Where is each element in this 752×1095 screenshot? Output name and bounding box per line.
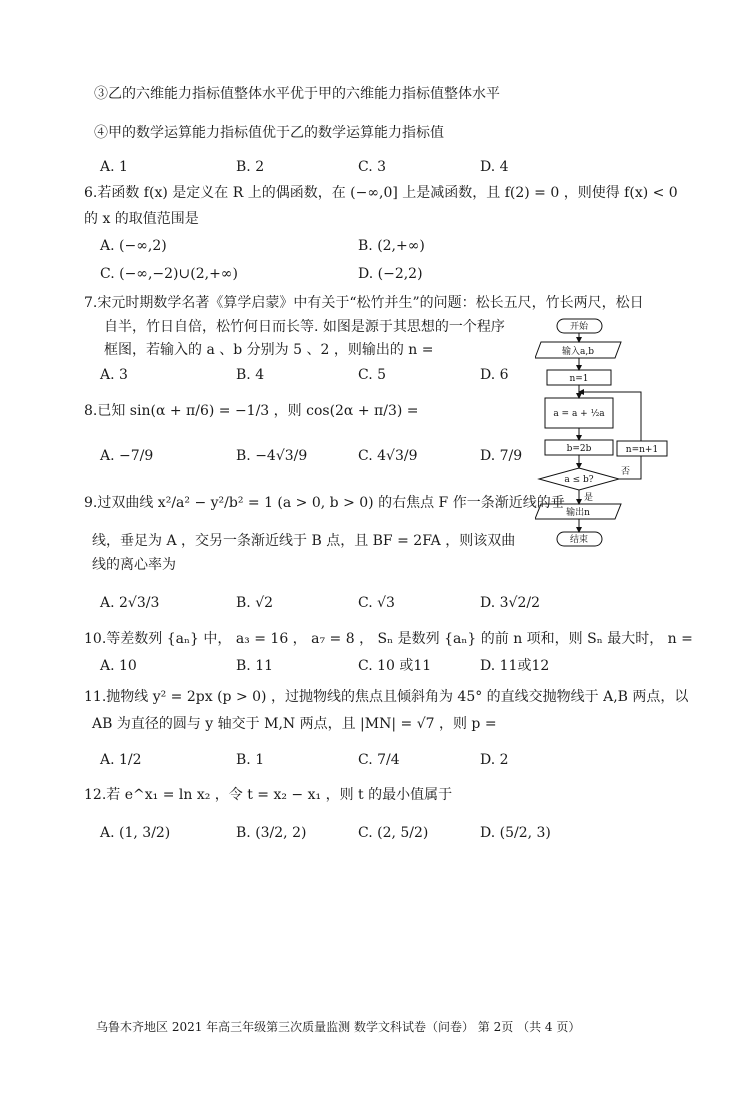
q9-option-c: C. √3 bbox=[358, 595, 395, 611]
q7-stem-line2: 自半，竹日自倍，松竹何日而长等. 如图是源于其思想的一个程序 bbox=[104, 319, 505, 335]
q7-option-b: B. 4 bbox=[236, 367, 265, 383]
q9-stem-line2: 线，垂足为 A ，交另一条渐近线于 B 点，且 BF = 2FA ，则该双曲 bbox=[92, 533, 516, 549]
flowchart-init-label: n=1 bbox=[569, 374, 589, 384]
q12-option-c: C. (2, 5/2) bbox=[358, 825, 429, 841]
q9-stem-line1: 9.过双曲线 x²/a² − y²/b² = 1 (a > 0, b > 0) 的右焦点 F 作一条渐近线的垂 bbox=[84, 495, 565, 511]
q5-option-c: C. 3 bbox=[358, 159, 387, 175]
q7-stem-line3: 框图，若输入的 a 、b 分别为 5 、2 ，则输出的 n = bbox=[104, 342, 434, 358]
q7-option-d: D. 6 bbox=[480, 367, 509, 383]
q6-option-d: D. (−2,2) bbox=[358, 266, 423, 282]
program-flowchart bbox=[535, 316, 675, 552]
q5-statement-3: ③乙的六维能力指标值整体水平优于甲的六维能力指标值整体水平 bbox=[94, 86, 500, 102]
page-footer: 乌鲁木齐地区 2021 年高三年级第三次质量监测 数学文科试卷（问卷） 第 2页 （共 4 页） bbox=[96, 1020, 581, 1034]
q8-option-a: A. −7/9 bbox=[100, 448, 154, 464]
q5-option-b: B. 2 bbox=[236, 159, 265, 175]
q5-option-d: D. 4 bbox=[480, 159, 509, 175]
q8-option-d: D. 7/9 bbox=[480, 448, 523, 464]
q10-option-c: C. 10 或11 bbox=[358, 658, 432, 674]
flowchart-start-label: 开始 bbox=[569, 322, 589, 332]
flowchart-end-label: 结束 bbox=[569, 535, 589, 545]
q12-option-d: D. (5/2, 3) bbox=[480, 825, 551, 841]
q10-option-a: A. 10 bbox=[100, 658, 137, 674]
q7-option-c: C. 5 bbox=[358, 367, 387, 383]
flowchart-increment-label: n=n+1 bbox=[625, 445, 659, 455]
q12-option-a: A. (1, 3/2) bbox=[100, 825, 171, 841]
flowchart-input-label: 输入a,b bbox=[562, 347, 594, 357]
q8-option-c: C. 4√3/9 bbox=[358, 448, 418, 464]
q8-stem: 8.已知 sin(α + π/6) = −1/3 ，则 cos(2α + π/3) = bbox=[84, 403, 419, 419]
q11-option-d: D. 2 bbox=[480, 752, 509, 768]
q11-option-c: C. 7/4 bbox=[358, 752, 400, 768]
q12-option-b: B. (3/2, 2) bbox=[236, 825, 307, 841]
flowchart-output-label: 输出n bbox=[566, 508, 590, 518]
q5-option-a: A. 1 bbox=[100, 159, 128, 175]
q7-option-a: A. 3 bbox=[100, 367, 128, 383]
q8-option-b: B. −4√3/9 bbox=[236, 448, 308, 464]
flowchart-update-b-label: b=2b bbox=[566, 444, 592, 454]
q11-stem-line1: 11.抛物线 y² = 2px (p > 0) ，过抛物线的焦点且倾斜角为 45° 的直线交抛物线于 A,B 两点，以 bbox=[84, 689, 689, 705]
q9-option-d: D. 3√2/2 bbox=[480, 595, 540, 611]
q11-option-a: A. 1/2 bbox=[100, 752, 142, 768]
q10-option-d: D. 11或12 bbox=[480, 658, 550, 674]
q12-stem: 12.若 e^x₁ = ln x₂ ，令 t = x₂ − x₁ ，则 t 的最小值属于 bbox=[84, 787, 453, 803]
q6-option-b: B. (2,+∞) bbox=[358, 238, 425, 254]
flowchart-yes-label: 是 bbox=[584, 493, 594, 503]
q9-option-b: B. √2 bbox=[236, 595, 274, 611]
q6-stem-line1: 6.若函数 f(x) 是定义在 R 上的偶函数，在 (−∞,0] 上是减函数，且 f(2) = 0 ，则使得 f(x) < 0 bbox=[84, 185, 678, 201]
q11-option-b: B. 1 bbox=[236, 752, 265, 768]
q10-option-b: B. 11 bbox=[236, 658, 274, 674]
q9-stem-line3: 线的离心率为 bbox=[92, 557, 176, 573]
q6-stem-line2: 的 x 的取值范围是 bbox=[84, 211, 199, 227]
q10-stem: 10.等差数列 {aₙ} 中， a₃ = 16 ， a₇ = 8 ， Sₙ 是数列 {aₙ} 的前 n 项和，则 Sₙ 最大时， n = bbox=[84, 631, 693, 647]
flowchart-decision-label: a ≤ b? bbox=[564, 475, 594, 485]
q7-stem-line1: 7.宋元时期数学名著《算学启蒙》中有关于“松竹并生”的问题：松长五尺，竹长两尺，松日 bbox=[84, 295, 644, 311]
q6-option-a: A. (−∞,2) bbox=[100, 238, 167, 254]
q11-stem-line2: AB 为直径的圆与 y 轴交于 M,N 两点，且 |MN| = √7 ，则 p = bbox=[92, 716, 497, 732]
q6-option-c: C. (−∞,−2)∪(2,+∞) bbox=[100, 266, 238, 282]
q5-statement-4: ④甲的数学运算能力指标值优于乙的数学运算能力指标值 bbox=[94, 125, 444, 141]
q9-option-a: A. 2√3/3 bbox=[100, 595, 160, 611]
flowchart-update-a-label: a = a + ½a bbox=[553, 409, 605, 419]
flowchart-no-label: 否 bbox=[621, 467, 631, 477]
